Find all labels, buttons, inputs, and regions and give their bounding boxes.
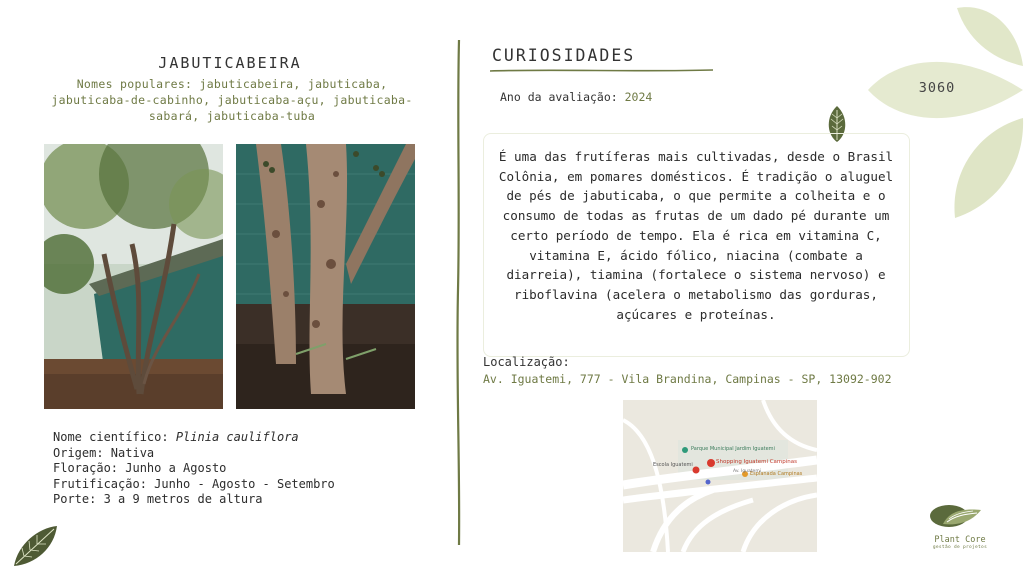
tree-photo: [44, 144, 223, 409]
plant-core-logo: [929, 502, 983, 534]
map-label: Escola Iguatemi: [653, 462, 693, 468]
leaf-icon-bottom: [10, 524, 60, 570]
map-pin-icon: [707, 459, 715, 467]
trunk-photo: [236, 144, 415, 409]
plant-title: JABUTICABEIRA: [158, 54, 302, 72]
scientific-name: Nome científico: Plinia cauliflora: [53, 430, 299, 444]
curiosities-text: É uma das frutíferas mais cultivadas, desde o Brasil Colônia, em pomares domésticos. É tradição o aluguel de pés de jabuticaba, o que permite a colheita e o consumo de todas as frutas de um dado pé durante um certo período de tempo. Ela é rica em vitamina C, vitamina E, ácido fólico, niacina (combate a diarreia), tiamina (fortalece o sistema nervoso) e riboflavina (acelera o metabolismo das gorduras, açúcares e proteínas.: [498, 149, 894, 322]
plant-facts: [53, 430, 335, 508]
map-label: Shopping Iguatemi Campinas: [716, 459, 798, 465]
fruiting: Frutificação: Junho - Agosto - Setembro: [53, 476, 335, 491]
park-pin-icon: [682, 447, 688, 453]
plant-size: Porte: 3 a 9 metros de altura: [53, 492, 263, 507]
origin: Origem: Nativa: [53, 445, 155, 460]
popular-names: Nomes populares: jabuticabeira, jabuticaba, jabuticaba-de-cabinho, jabuticaba-açu, jabuticaba-sabará, jabuticaba-tuba: [51, 77, 413, 123]
vertical-divider: [454, 40, 464, 545]
map-label: Parque Municipal Jardim Iguatemi: [691, 446, 775, 452]
evaluation-year: Ano da avaliação: 2024: [500, 90, 653, 104]
location-map[interactable]: [623, 400, 817, 552]
record-code: 3060: [918, 80, 956, 96]
curiosities-title: CURIOSIDADES: [492, 46, 636, 65]
map-label: Esplanada Campinas: [750, 471, 803, 477]
map-pin-icon: [693, 467, 700, 474]
brand-tagline: gestão de projetos: [932, 545, 988, 550]
location-address: Av. Iguatemi, 777 - Vila Brandina, Campinas - SP, 13092-902: [483, 372, 892, 386]
map-label: Av. Iguatemi: [733, 469, 761, 474]
flowering: Floração: Junho a Agosto: [53, 461, 227, 476]
title-underline: [490, 68, 714, 74]
brand-name: Plant Core: [934, 535, 986, 545]
location-label: Localização:: [483, 355, 570, 369]
